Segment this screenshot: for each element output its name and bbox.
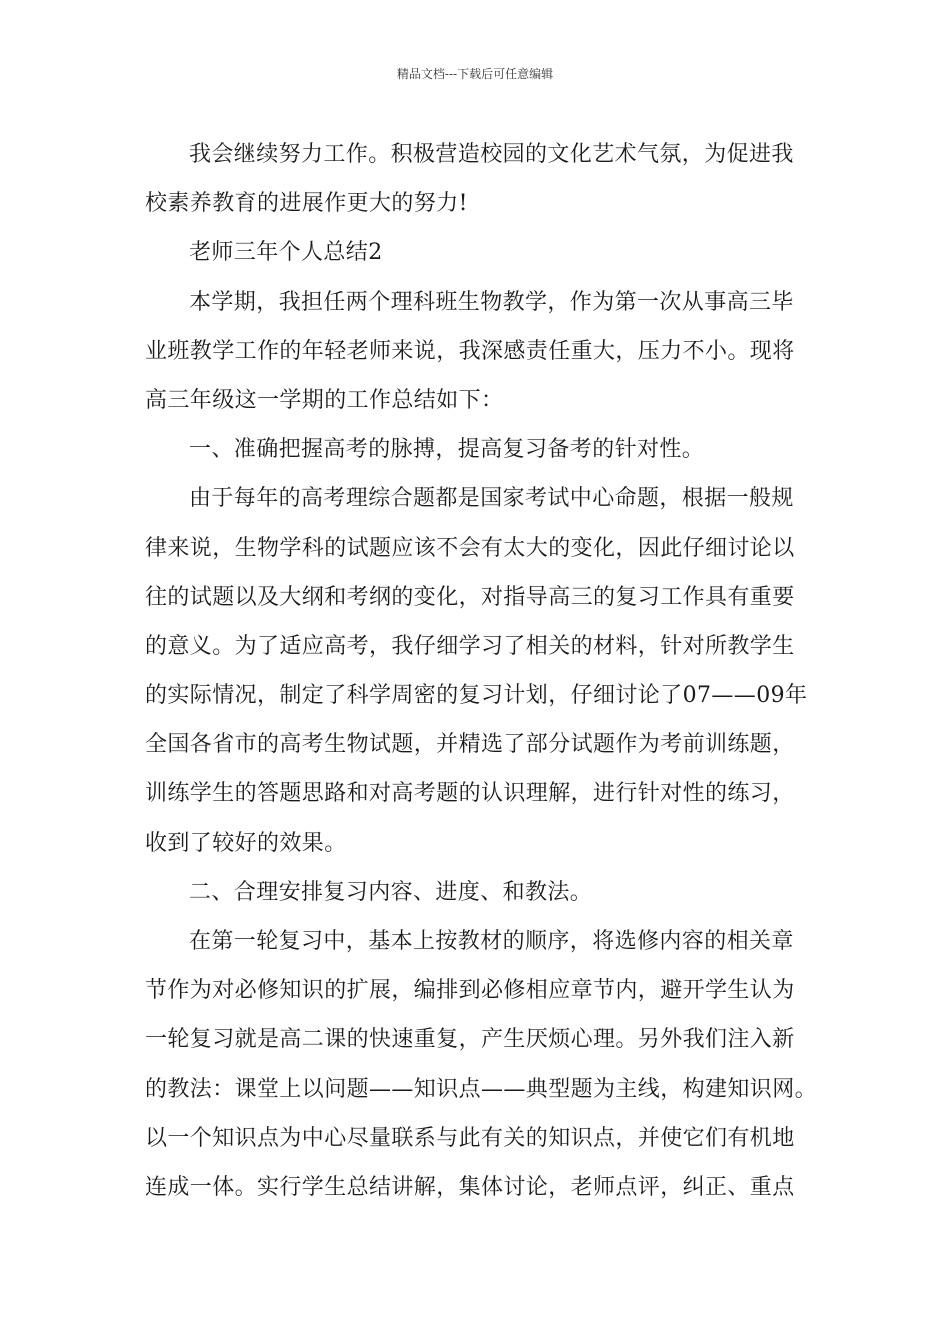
section-title: 老师三年个人总结2 xyxy=(189,240,383,266)
page-header: 精品文档---下载后可任意编辑 xyxy=(396,67,554,81)
text-line: 训练学生的答题思路和对高考题的认识理解，进行针对性的练习， xyxy=(145,781,795,807)
text-line: 收到了较好的效果。 xyxy=(145,830,347,856)
text-line: 本学期，我担任两个理科班生物教学，作为第一次从事高三毕 xyxy=(189,289,794,315)
text-line: 往的试题以及大纲和考纲的变化，对指导高三的复习工作具有重要 xyxy=(145,584,795,610)
text-line: 一轮复习就是高二课的快速重复，产生厌烦心理。另外我们注入新 xyxy=(145,1027,795,1053)
text-line: 在第一轮复习中，基本上按教材的顺序，将选修内容的相关章 xyxy=(189,929,794,954)
text-line: 节作为对必修知识的扩展，编排到必修相应章节内，避开学生认为 xyxy=(145,978,795,1004)
text-line: 的意义。为了适应高考，我仔细学习了相关的材料，针对所教学生 xyxy=(145,633,795,659)
text-line: 的实际情况，制定了科学周密的复习计划，仔细讨论了07——09年 xyxy=(145,683,808,709)
section-heading: 一、准确把握高考的脉搏，提高复习备考的针对性。 xyxy=(189,437,705,463)
text-line: 连成一体。实行学生总结讲解，集体讨论，老师点评，纠正、重点 xyxy=(145,1174,795,1200)
section-heading: 二、合理安排复习内容、进度、和教法。 xyxy=(189,879,593,905)
text-line: 高三年级这一学期的工作总结如下： xyxy=(145,387,504,413)
text-line: 我会继续努力工作。积极营造校园的文化艺术气氛，为促进我 xyxy=(189,142,794,167)
document-body xyxy=(145,130,825,1212)
text-line: 校素养教育的进展作更大的努力! xyxy=(145,191,468,217)
text-line: 业班教学工作的年轻老师来说，我深感责任重大，压力不小。现将 xyxy=(145,338,795,364)
text-line: 律来说，生物学科的试题应该不会有太大的变化，因此仔细讨论以 xyxy=(145,535,795,561)
text-line: 由于每年的高考理综合题都是国家考试中心命题，根据一般规 xyxy=(189,486,794,512)
text-line: 全国各省市的高考生物试题，并精选了部分试题作为考前训练题， xyxy=(145,732,795,758)
text-line: 以一个知识点为中心尽量联系与此有关的知识点，并使它们有机地 xyxy=(145,1125,795,1151)
text-line: 的教法：课堂上以问题——知识点——典型题为主线，构建知识网。 xyxy=(145,1076,818,1102)
